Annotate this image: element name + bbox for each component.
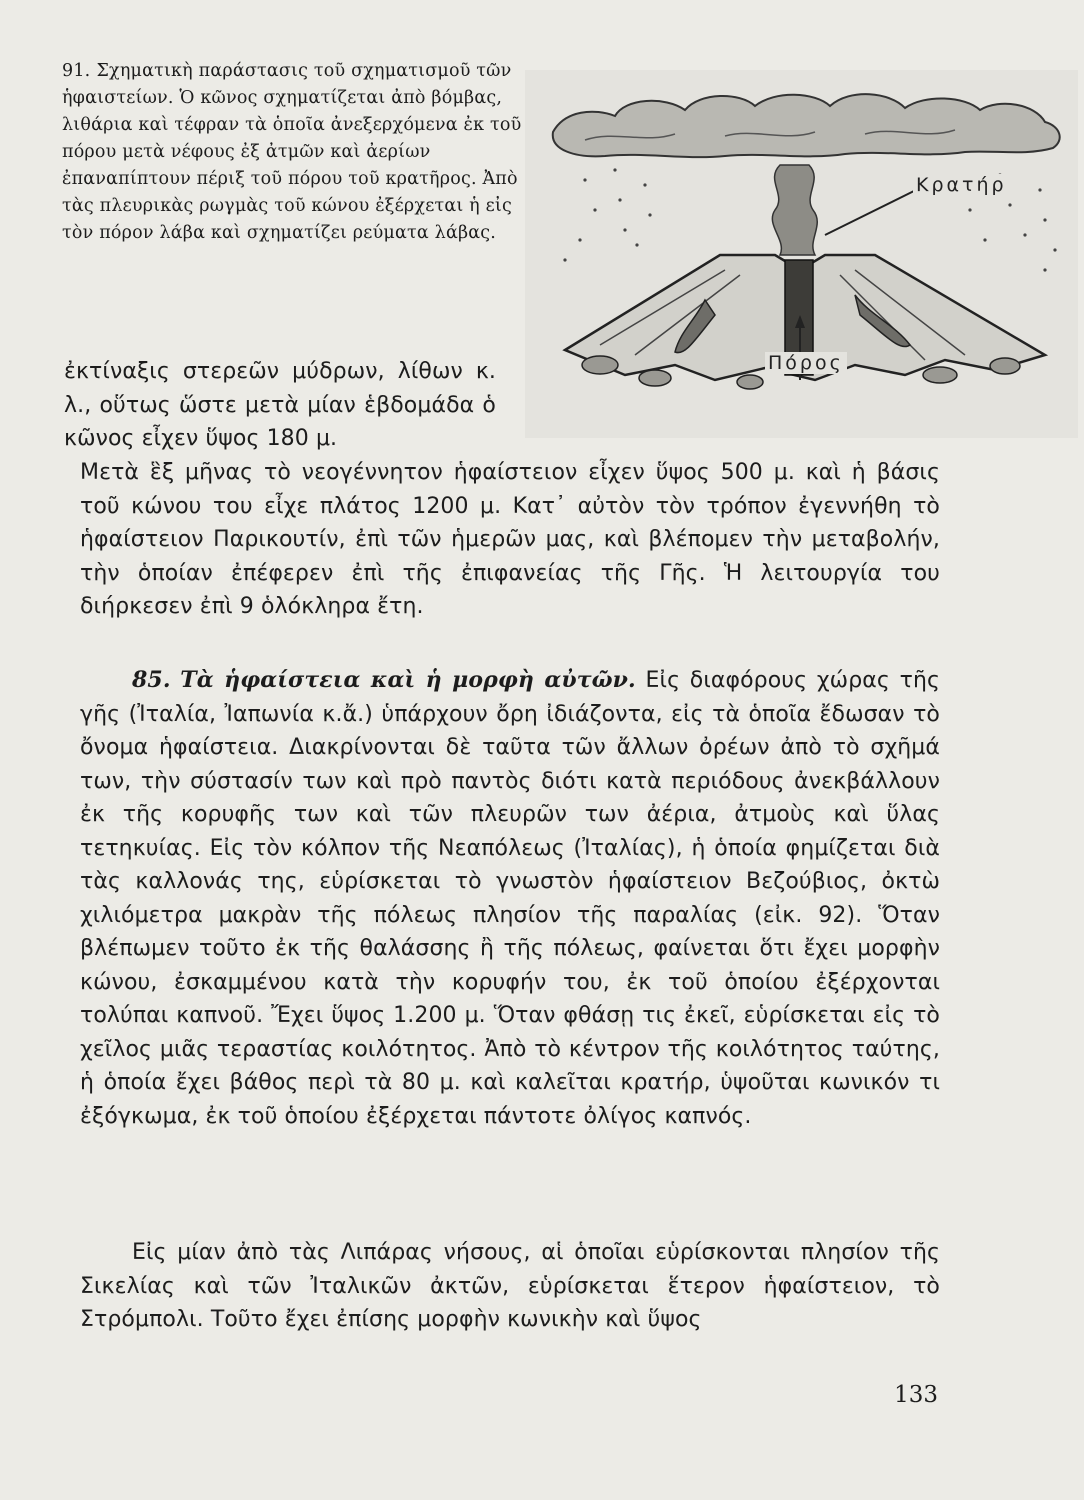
section-85 bbox=[80, 664, 940, 1133]
section-title: Τὰ ἡφαίστεια καὶ ἡ μορφὴ αὐτῶν. bbox=[180, 667, 636, 693]
figure-caption bbox=[62, 58, 522, 247]
pore-label: Πόρος bbox=[765, 352, 847, 374]
figure-number: 91. bbox=[62, 61, 91, 81]
page-number: 133 bbox=[894, 1382, 938, 1408]
paragraph-continuation: Μετὰ ἓξ μῆνας τὸ νεογέννητον ἡφαίστειον εἶχεν ὕψος 500 μ. καὶ ἡ βάσις τοῦ κώνου του εἶχε πλάτος 1200 μ. Κατ᾽ αὐτὸν τὸν τρόπον ἐγεννήθη τὸ ἡφαίστειον Παρικουτίν, ἐπὶ τῶν ἡμερῶν μας, καὶ βλέπομεν τὴν μεταβολήν, τὴν ὁποίαν ἐπέφερεν ἐπὶ τῆς ἐπιφανείας τῆς Γῆς. Ἡ λειτουργία του διήρκεσεν ἐπὶ 9 ὁλόκληρα ἔτη. bbox=[80, 460, 940, 619]
volcano-diagram bbox=[525, 70, 1078, 438]
section-number: 85. bbox=[132, 667, 171, 693]
section-body: Εἰς διαφόρους χώρας τῆς γῆς (Ἰταλία, Ἰαπωνία κ.ἄ.) ὑπάρχουν ὄρη ἰδιάζοντα, εἰς τὰ ὁποῖα ἔδωσαν τὸ ὄνομα ἡφαίστεια. Διακρίνονται δὲ ταῦτα τῶν ἄλλων ὀρέων ἀπὸ τὸ σχῆμά των, τὴν σύστασίν των καὶ πρὸ παντὸς διότι κατὰ περιόδους ἀνεκβάλλουν ἐκ τῆς κορυφῆς των καὶ τῶν πλευρῶν των ἀέρια, ἀτμοὺς καὶ ὕλας τετηκυίας. Εἰς τὸν κόλπον τῆς Νεαπόλεως (Ἰταλίας), ἡ ὁποία φημίζεται διὰ τὰς καλλονάς της, εὑρίσκεται τὸ γνωστὸν ἡφαίστειον Βεζούβιος, ὀκτὼ χιλιόμετρα μακρὰν τῆς πόλεως πλησίον τῆς παραλίας (εἰκ. 92). Ὅταν βλέπωμεν τοῦτο ἐκ τῆς θαλάσσης ἢ τῆς πόλεως, φαίνεται ὅτι ἔχει μορφὴν κώνου, ἐσκαμμένου κατὰ τὴν κορυφήν του, ἐκ τοῦ ὁποίου ἐξέρχονται τολύπαι καπνοῦ. Ἔχει ὕψος 1.200 μ. Ὅταν φθάσῃ τις ἐκεῖ, εὑρίσκεται εἰς τὸ χεῖλος μιᾶς τεραστίας κοιλότητος. Ἀπὸ τὸ κέντρον τῆς κοιλότητος ταύτης, ἡ ὁποία ἔχει βάθος περὶ τὰ 80 μ. καὶ καλεῖται κρατήρ, ὑψοῦται κωνικόν τι ἐξόγκωμα, ἐκ τοῦ ὁποίου ἐξέρχεται πάντοτε ὀλίγος καπνός. bbox=[80, 668, 940, 1129]
crater-label: Κρατήρ bbox=[913, 174, 1010, 196]
paragraph-last: Εἰς μίαν ἀπὸ τὰς Λιπάρας νήσους, αἱ ὁποῖαι εὑρίσκονται πλησίον τῆς Σικελίας καὶ τῶν Ἰταλικῶν ἀκτῶν, εὑρίσκεται ἕτερον ἡφαίστειον, τὸ Στρόμπολι. Τοῦτο ἔχει ἐπίσης μορφὴν κωνικὴν καὶ ὕψος bbox=[80, 1240, 940, 1332]
figure-caption-text: Σχηματικὴ παράστασις τοῦ σχηματισμοῦ τῶν ἡφαιστείων. Ὁ κῶνος σχηματίζεται ἀπὸ βόμβας, λιθάρια καὶ τέφραν τὰ ὁποῖα ἀνεξερχόμενα ἐκ τοῦ πόρου μετὰ νέφους ἐξ ἀτμῶν καὶ ἀερίων ἐπαναπίπτουν πέριξ τοῦ πόρου τοῦ κρατῆρος. Ἀπὸ τὰς πλευρικὰς ρωγμὰς τοῦ κώνου ἐξέρχεται ἡ εἰς τὸν πόρον λάβα καὶ σχηματίζει ρεύματα λάβας. bbox=[62, 61, 522, 243]
paragraph-side: ἐκτίναξις στερεῶν μύδρων, λίθων κ. λ., οὕτως ὥστε μετὰ μίαν ἑβδομάδα ὁ κῶνος εἶχεν ὕψος 180 μ. bbox=[64, 359, 496, 451]
